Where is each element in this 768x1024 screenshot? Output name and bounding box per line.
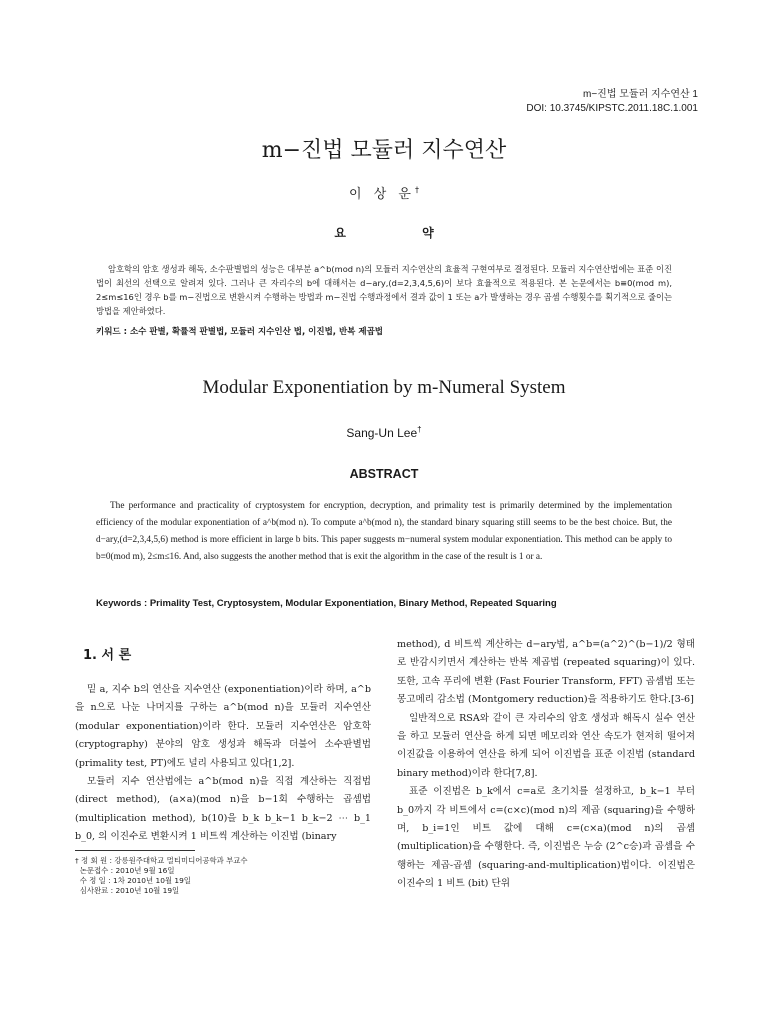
korean-author-name: 이 상 운 xyxy=(349,187,415,202)
english-abstract-heading: ABSTRACT xyxy=(349,467,419,481)
running-head-title: m−진법 모듈러 지수연산 1 xyxy=(582,89,698,100)
footnote-line: 심사완료 : 2010년 10월 19일 xyxy=(75,886,180,895)
footnote-divider xyxy=(75,850,195,851)
english-author xyxy=(0,425,768,440)
body-paragraph: 밑 a, 지수 b의 연산을 지수연산 (exponentiation)이라 하며, a^b을 n으로 나눈 나머지를 구하는 a^b(mod n)을 모듈러 지수연산 (modular exponentiation)이라 한다. 모듈러 지수연산은 암호학 (cryptography) 분야의 암호 생성과 해독과 더불어 소수판별법 (primality test, PT)에도 널리 사용되고 있다[1,2]. xyxy=(75,684,371,769)
section-title: 1. 서 론 xyxy=(83,648,132,663)
body-paragraph: 일반적으로 RSA와 같이 큰 자리수의 암호 생성과 해독시 실수 연산을 하고 모듈러 연산을 하게 되면 메모리와 연산 속도가 현저히 떨어져 이진값을 이용하여 연산을 하게 되어 이진법을 표준 이진법 (standard binary method)이라 한다[7,8]. xyxy=(397,712,695,779)
author-dagger-mark: † xyxy=(417,425,422,434)
right-column xyxy=(397,636,695,894)
english-author-name: Sang-Un Lee xyxy=(346,426,418,440)
author-dagger-mark: † xyxy=(414,185,419,195)
korean-keywords: 키워드 : 소수 판별, 확률적 판별법, 모듈러 지수인산 법, 이진법, 반복 제곱법 xyxy=(96,327,383,337)
running-head xyxy=(526,88,698,116)
left-column xyxy=(75,640,371,847)
body-paragraph: 표준 이진법은 b_k에서 c=a로 초기치를 설정하고, b_k−1 부터 b_0까지 각 비트에서 c=(c×c)(mod n)의 제곱 (squaring)을 수행하며, b_i=1인 비트 값에 대해 c=(c×a)(mod n)의 곱셈 (multiplication)을 수행한다. 즉, 이진법은 누승 (2^c승)과 곱셈을 수행하는 제곱-곱셈 (squaring-and-multiplication)법이다. 이진법은 이진수의 1 비트 (bit) 단위 xyxy=(397,786,695,890)
english-title: Modular Exponentiation by m-Numeral System xyxy=(202,377,566,398)
footnote-line: 논문접수 : 2010년 9월 16일 xyxy=(75,866,175,875)
body-paragraph: method), d 비트씩 계산하는 d−ary법, a^b=(a^2)^(b−1)/2 형태로 반감시키면서 계산하는 반복 제곱법 (repeated squaring)이 있다. 또한, 고속 푸리에 변환 (Fast Fourier Transform, FFT) 곱셈법 또는 몽고메리 감소법 (Montgomery reduction)을 적용하기도 한다.[3-6] xyxy=(397,639,695,706)
footnote-line: † 정 회 원 : 강릉원주대학교 멀티미디어공학과 부교수 xyxy=(75,856,248,865)
english-keywords: Keywords : Primality Test, Cryptosystem, Modular Exponentiation, Binary Method, Repeated Squaring xyxy=(96,598,557,609)
footnote xyxy=(75,856,248,896)
footnote-line: 수 정 일 : 1차 2010년 10월 19일 xyxy=(75,876,191,885)
korean-abstract-heading: 요 약 xyxy=(334,226,470,240)
doi: DOI: 10.3745/KIPSTC.2011.18C.1.001 xyxy=(526,103,698,114)
korean-author xyxy=(0,183,768,202)
korean-title: m−진법 모듈러 지수연산 xyxy=(261,138,507,163)
korean-abstract: 암호학의 암호 생성과 해독, 소수판별법의 성능은 대부분 a^b(mod n)의 모듈러 지수연산의 효율적 구현여부로 결정된다. 모듈러 지수연산법에는 표준 이진법이 최선의 선택으로 알려져 있다. 그러나 큰 자리수의 b에 대해서는 d−ary,(d=2,3,4,5,6)이 보다 효율적으로 적용된다. 본 논문에서는 b≡0(mod m), 2≤m≤16인 경우 b를 m−진법으로 변환시켜 수행하는 방법과 m−진법 수행과정에서 결과 값이 1 또는 a가 발생하는 경우 곱셈 수행횟수를 획기적으로 줄이는 방법을 제안하였다. xyxy=(96,264,672,316)
body-paragraph: 모듈러 지수 연산법에는 a^b(mod n)을 직접 계산하는 직접법 (direct method), (a×a)(mod n)을 b−1회 수행하는 곱셈법 (multiplication method), b(10)을 b_k b_k−1 b_k−2 ⋯ b_1 b_0, 의 이진수로 변환시켜 1 비트씩 계산하는 이진법 (binary xyxy=(75,776,371,843)
english-abstract: The performance and practicality of cryptosystem for encryption, decryption, and primality test is primarily determined by the implementation efficiency of the modular exponentiation of a^b(mod n). To compute a^b(mod n), the standard binary squaring still seems to be the best choice. But, the d−ary,(d=2,3,4,5,6) method is more efficient in large b bits. This paper suggests m−numeral system modular exponentiation. This method can be apply to b≡0(mod m), 2≤m≤16. And, also suggests the another method that is exit the algorithm in the case of the result is 1 or a. xyxy=(96,501,672,562)
